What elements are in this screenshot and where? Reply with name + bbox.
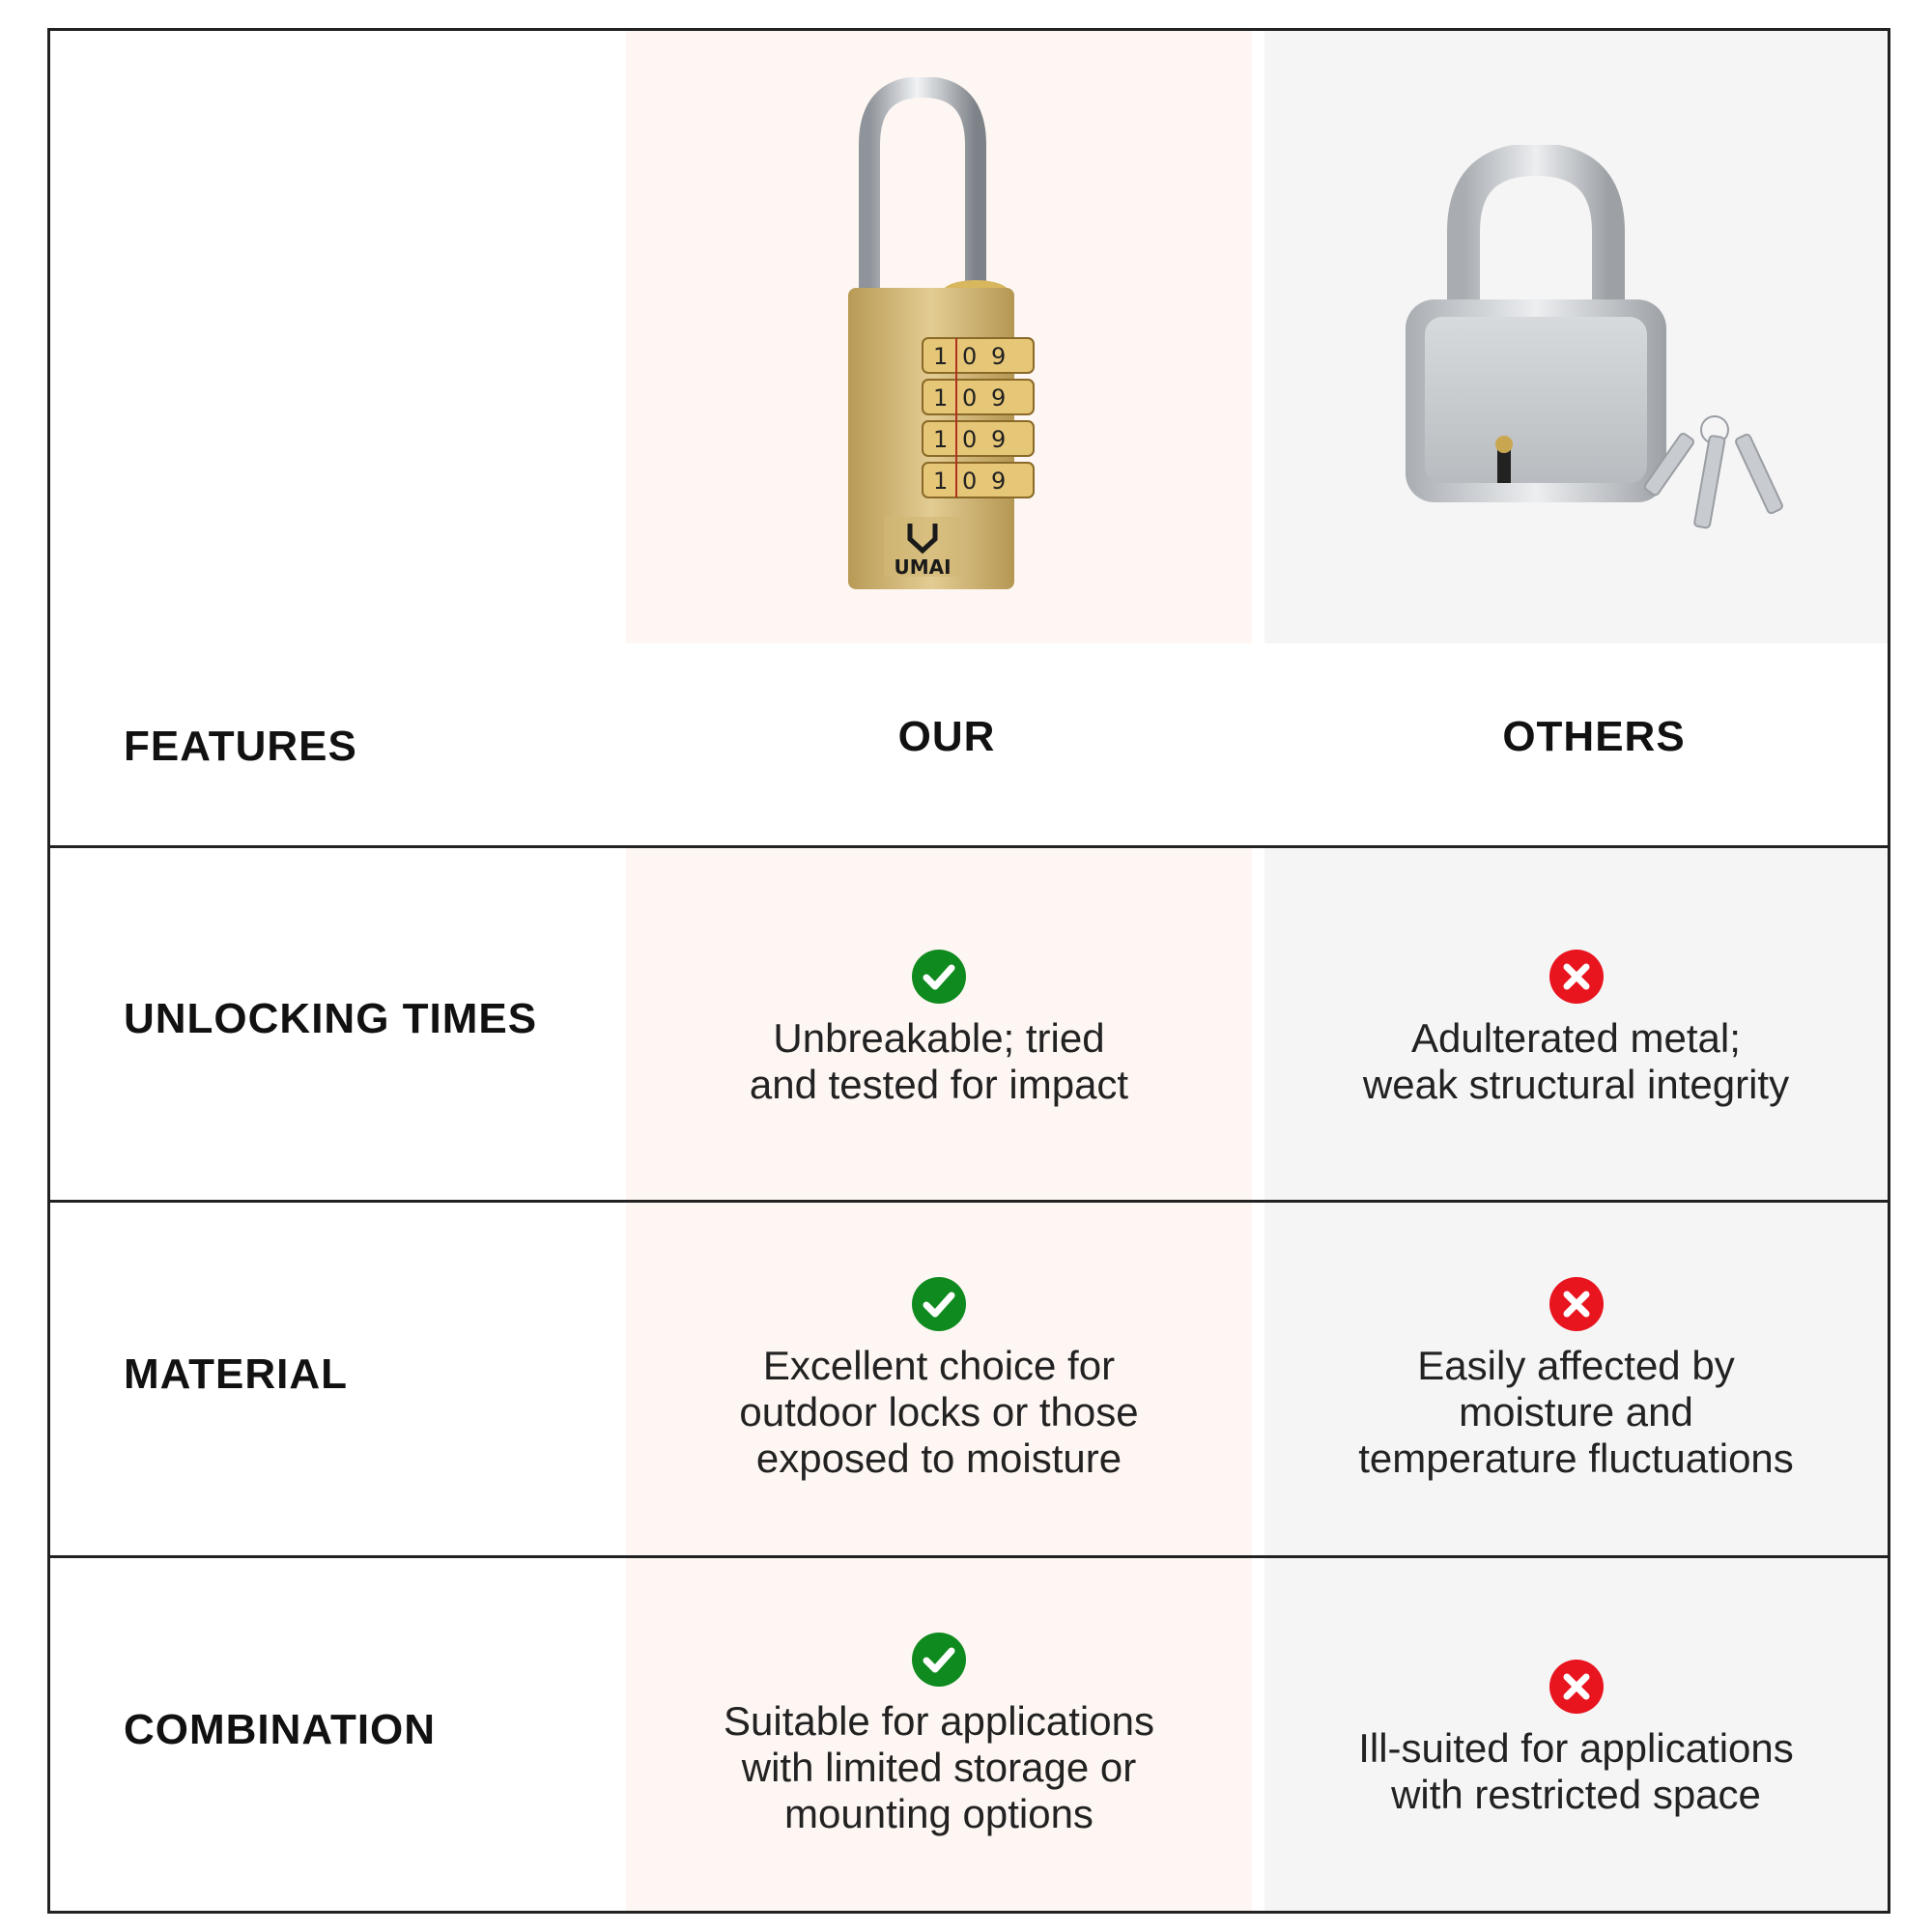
others-column-header: OTHERS	[1502, 713, 1686, 760]
row-divider	[47, 1200, 1890, 1203]
cell-text-line: exposed to moisture	[755, 1435, 1122, 1481]
dial-digit: 9	[991, 384, 1007, 412]
dial-digit: 9	[991, 426, 1007, 453]
dial-digit: 9	[991, 468, 1007, 495]
dial-digit: 0	[962, 343, 978, 370]
others-cell-combination	[1264, 1642, 1888, 1835]
our-product-image	[831, 77, 1063, 599]
our-cell-combination	[626, 1616, 1252, 1853]
cell-text-line: and tested for impact	[749, 1062, 1129, 1107]
dial-digit: 0	[962, 426, 978, 453]
cell-text-line: Easily affected by	[1417, 1342, 1735, 1388]
cell-text-line: temperature fluctuations	[1358, 1435, 1794, 1481]
our-cell-unlocking-times	[626, 927, 1252, 1130]
dial-digit: 9	[991, 343, 1007, 370]
cell-text-line: Suitable for applications	[724, 1697, 1154, 1744]
cross-icon	[1549, 1660, 1604, 1714]
feature-label-combination: COMBINATION	[124, 1706, 437, 1753]
others-cell-material	[1264, 1261, 1888, 1497]
brand-logo-text: UMAI	[894, 555, 952, 579]
our-column-header: OUR	[897, 713, 996, 760]
dial-digit: 1	[933, 468, 949, 495]
cell-text-line: outdoor locks or those	[739, 1388, 1139, 1435]
keyed-padlock-icon	[1391, 145, 1816, 589]
cell-text-line: Ill-suited for applications	[1358, 1725, 1794, 1771]
check-icon	[912, 950, 966, 1004]
row-divider	[47, 1555, 1890, 1558]
cell-text-line: weak structural integrity	[1362, 1062, 1790, 1107]
feature-label-material: MATERIAL	[124, 1350, 349, 1398]
cell-text-line: Unbreakable; tried	[773, 1015, 1105, 1061]
cell-text-line: mounting options	[784, 1790, 1094, 1836]
check-icon	[912, 1633, 966, 1687]
dial-digit: 0	[962, 384, 978, 412]
our-cell-material	[626, 1261, 1252, 1497]
combination-padlock-icon	[831, 77, 1063, 599]
features-header: FEATURES	[124, 723, 357, 770]
dial-digit: 1	[933, 384, 949, 412]
check-icon	[912, 1277, 966, 1331]
feature-label-unlocking-times: UNLOCKING TIMES	[124, 995, 538, 1042]
dial-digit: 1	[933, 426, 949, 453]
dial-digit: 0	[962, 468, 978, 495]
cell-text-line: Adulterated metal;	[1411, 1015, 1741, 1061]
others-cell-unlocking-times	[1264, 927, 1888, 1130]
cell-text-line: with restricted space	[1391, 1772, 1761, 1817]
others-product-image	[1391, 145, 1816, 589]
cell-text-line: with limited storage or	[741, 1744, 1137, 1790]
row-divider	[47, 845, 1890, 848]
cross-icon	[1549, 950, 1604, 1004]
cell-text-line: moisture and	[1459, 1388, 1693, 1435]
cross-icon	[1549, 1277, 1604, 1331]
cell-text-line: Excellent choice for	[762, 1342, 1116, 1388]
dial-digit: 1	[933, 343, 949, 370]
